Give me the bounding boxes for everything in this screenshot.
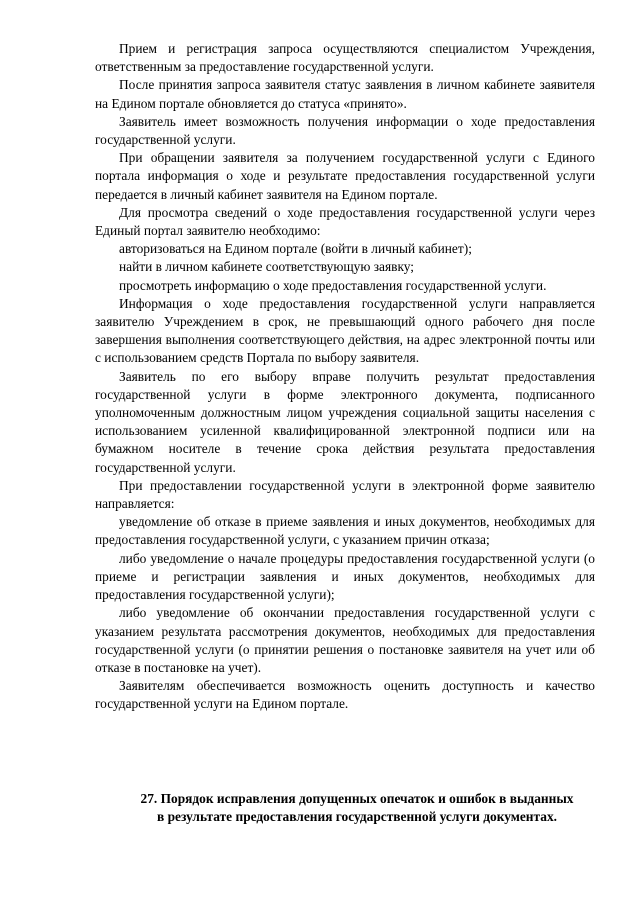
paragraph-6: Информация о ходе предоставления государственной услуги направляется заявителю Учреждением в срок, не превышающий одного рабочего дня после завершения выполнения соответствующего действия, на адрес электронной почты или с использованием средств Портала по выбору заявителя. [95, 295, 595, 366]
section-heading-line-1: 27. Порядок исправления допущенных опечаток и ошибок в выданных [140, 791, 574, 806]
paragraph-5: Для просмотра сведений о ходе предоставления государственной услуги через Единый портал заявителю необходимо: [95, 204, 595, 239]
list-item-refusal-notice: уведомление об отказе в приеме заявления и иных документов, необходимых для предоставления государственной услуги, с указанием причин отказа; [95, 514, 595, 548]
list-item-end-notice: либо уведомление об окончании предоставления государственной услуги с указанием результата рассмотрения документов, необходимых для предоставления государственной услуги (о принятии решения о постановке заявителя на учет или об отказе в постановке на учет). [95, 605, 595, 675]
section-heading-line-2: в результате предоставления государственной услуги документах. [157, 809, 557, 825]
paragraph-1: Прием и регистрация запроса осуществляются специалистом Учреждения, ответственным за предоставление государственной услуги. [95, 41, 595, 75]
paragraph-2: После принятия запроса заявителя статус заявления в личном кабинете заявителя на Едином портале обновляется до статуса «принято». [95, 77, 595, 111]
section-heading [119, 790, 595, 827]
list-item-authorize: авторизоваться на Едином портале (войти в личный кабинет); [119, 241, 472, 257]
paragraph-9: Заявителям обеспечивается возможность оценить доступность и качество государственной услуги на Едином портале. [95, 678, 595, 712]
list-item-view-info: просмотреть информацию о ходе предоставления государственной услуги. [119, 277, 547, 293]
paragraph-7: Заявитель по его выбору вправе получить результат предоставления государственной услуги в форме электронного документа, подписанного уполномоченным должностным лицом учреждения социальной защиты населения с использованием усиленной квалифицированной электронной подписи или на бумажном носителе в течение срока действия результата предоставления государственной услуги. [95, 368, 595, 475]
paragraph-3: Заявитель имеет возможность получения информации о ходе предоставления государственной услуги. [95, 113, 595, 148]
paragraph-4: При обращении заявителя за получением государственной услуги с Единого портала информация о ходе и результате предоставления государственной услуги передается в личный кабинет заявителя на Едином портале. [95, 150, 595, 202]
list-item-find-request: найти в личном кабинете соответствующую заявку; [119, 259, 414, 275]
document-body [95, 40, 595, 714]
paragraph-8: При предоставлении государственной услуги в электронной форме заявителю направляется: [95, 477, 595, 512]
list-item-start-notice: либо уведомление о начале процедуры предоставления государственной услуги (о приеме и регистрации заявления и иных документов, необходимых для предоставления государственной услуги); [95, 550, 595, 603]
